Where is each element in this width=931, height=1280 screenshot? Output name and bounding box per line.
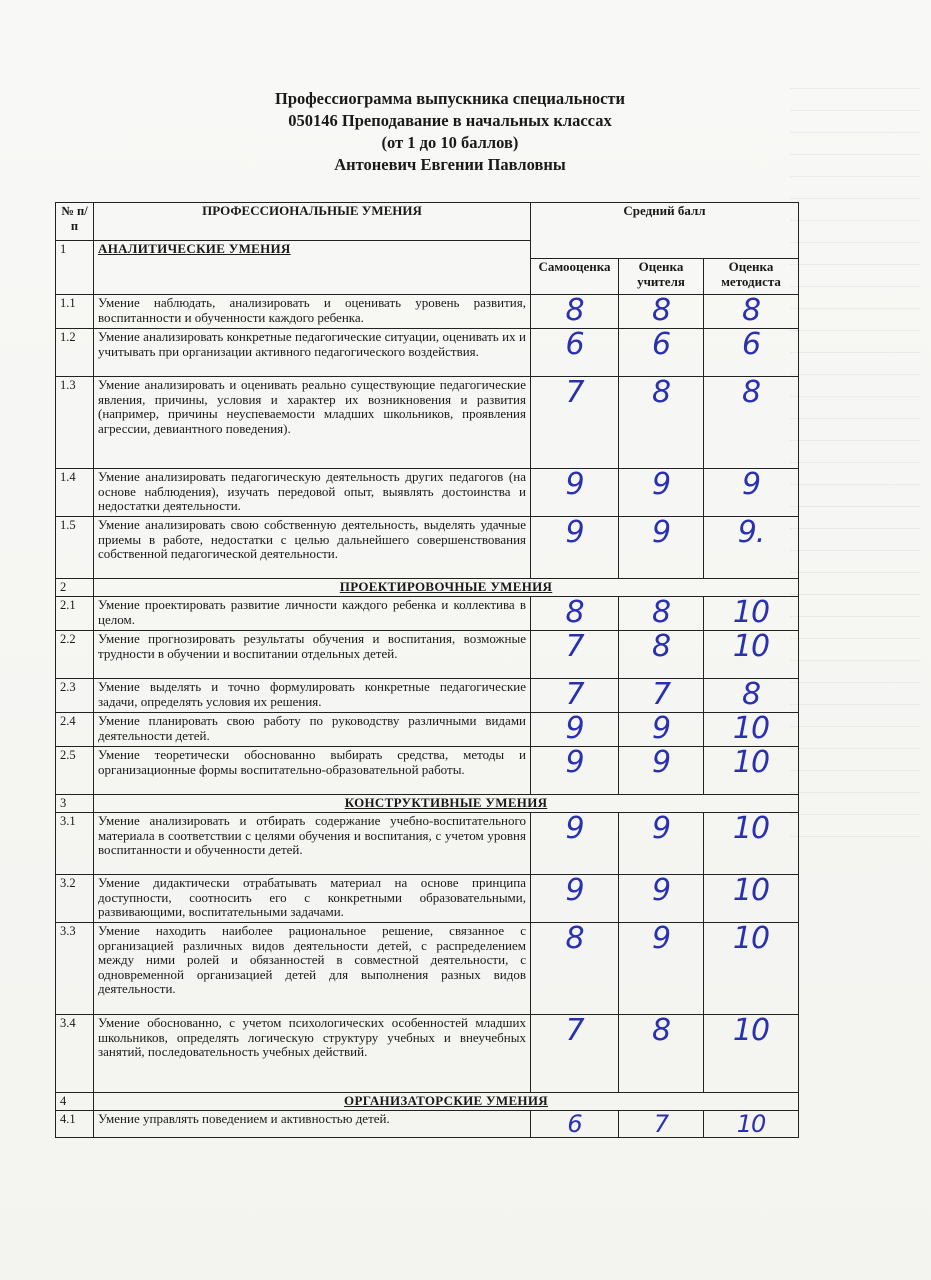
teacher-score: 9 (619, 923, 704, 1015)
skill-description: Умение дидактически отрабатывать материал на основе принципа доступности, соотносить его с конкретными образовательными, развивающими, воспитательными задачами. (94, 875, 531, 923)
methodist-score: 8 (704, 679, 799, 713)
section-title-text: ПРОЕКТИРОВОЧНЫЕ УМЕНИЯ (339, 579, 553, 594)
table-row (56, 377, 799, 469)
section-number: 4 (56, 1093, 94, 1111)
row-number: 2.5 (56, 747, 94, 795)
row-number: 3.1 (56, 813, 94, 875)
row-number: 1.3 (56, 377, 94, 469)
table-row (56, 813, 799, 875)
teacher-score: 9 (619, 747, 704, 795)
section-row (56, 579, 799, 597)
teacher-score: 6 (619, 329, 704, 377)
col-self-header: Самооценка (531, 259, 619, 295)
section-number: 3 (56, 795, 94, 813)
row-number: 2.1 (56, 597, 94, 631)
methodist-score: 10 (704, 923, 799, 1015)
row-number: 4.1 (56, 1111, 94, 1138)
table-header-row (56, 203, 799, 241)
self-score: 6 (531, 329, 619, 377)
self-score: 9 (531, 813, 619, 875)
methodist-score: 10 (704, 631, 799, 679)
row-number: 1.4 (56, 469, 94, 517)
skill-description: Умение управлять поведением и активностью детей. (94, 1111, 531, 1138)
self-score: 9 (531, 469, 619, 517)
table-row (56, 517, 799, 579)
section-title (94, 795, 799, 813)
section-row (56, 1093, 799, 1111)
col-average-header: Средний балл (531, 203, 799, 241)
section-title (94, 1093, 799, 1111)
row-number: 1.1 (56, 295, 94, 329)
self-score: 7 (531, 377, 619, 469)
section-title-text: КОНСТРУКТИВНЫЕ УМЕНИЯ (344, 795, 548, 810)
skills-table (55, 202, 799, 1138)
teacher-score: 8 (619, 597, 704, 631)
self-score: 8 (531, 923, 619, 1015)
teacher-score: 8 (619, 377, 704, 469)
methodist-score: 10 (704, 875, 799, 923)
table-row (56, 631, 799, 679)
self-score: 9 (531, 713, 619, 747)
methodist-score: 10 (704, 713, 799, 747)
skill-description: Умение выделять и точно формулировать конкретные педагогические задачи, определять условия их решения. (94, 679, 531, 713)
teacher-score: 8 (619, 295, 704, 329)
table-row (56, 747, 799, 795)
skill-description: Умение находить наиболее рациональное решение, связанное с организацией различных видов деятельности детей, с распределением между ними ролей и обязанностей в совместной деятельности, с одновременной организацией детей для выполнения разных видов деятельности. (94, 923, 531, 1015)
bleed-through-shadow (790, 88, 920, 848)
col-skills-header: ПРОФЕССИОНАЛЬНЫЕ УМЕНИЯ (94, 203, 531, 241)
self-score: 8 (531, 295, 619, 329)
skill-description: Умение теоретически обоснованно выбирать средства, методы и организационные формы воспитательно-образовательной работы. (94, 747, 531, 795)
teacher-score: 9 (619, 517, 704, 579)
section-title-text: ОРГАНИЗАТОРСКИЕ УМЕНИЯ (344, 1093, 548, 1108)
skills-table-body (56, 203, 799, 1138)
section-number: 1 (56, 241, 94, 295)
teacher-score: 9 (619, 813, 704, 875)
skill-description: Умение анализировать конкретные педагогические ситуации, оценивать их и учитывать при организации активного педагогического воздействия. (94, 329, 531, 377)
methodist-score: 9. (704, 517, 799, 579)
row-number: 3.4 (56, 1015, 94, 1093)
methodist-score: 10 (704, 1111, 799, 1138)
section-number: 2 (56, 579, 94, 597)
table-row (56, 875, 799, 923)
methodist-score: 9 (704, 469, 799, 517)
row-number: 2.3 (56, 679, 94, 713)
section-row (56, 795, 799, 813)
methodist-score: 8 (704, 377, 799, 469)
skill-description: Умение наблюдать, анализировать и оценивать уровень развития, воспитанности и обученности каждого ребенка. (94, 295, 531, 329)
table-row (56, 329, 799, 377)
skill-description: Умение планировать свою работу по руководству различными видами деятельности детей. (94, 713, 531, 747)
methodist-score: 10 (704, 1015, 799, 1093)
teacher-score: 8 (619, 1015, 704, 1093)
header-specialty: 050146 Преподавание в начальных классах (288, 111, 612, 130)
section-title (94, 579, 799, 597)
skill-description: Умение проектировать развитие личности каждого ребенка и коллектива в целом. (94, 597, 531, 631)
skill-description: Умение анализировать педагогическую деятельность других педагогов (на основе наблюдения), изучать передовой опыт, выявлять достоинства и недостатки деятельности. (94, 469, 531, 517)
teacher-score: 8 (619, 631, 704, 679)
self-score: 7 (531, 631, 619, 679)
self-score: 8 (531, 597, 619, 631)
skill-description: Умение прогнозировать результаты обучения и воспитания, возможные трудности в обучении и воспитании отдельных детей. (94, 631, 531, 679)
table-row (56, 679, 799, 713)
section-title (94, 241, 531, 295)
row-number: 1.5 (56, 517, 94, 579)
row-number: 3.2 (56, 875, 94, 923)
header-student-name: Антоневич Евгении Павловны (334, 155, 566, 174)
row-number: 3.3 (56, 923, 94, 1015)
self-score: 6 (531, 1111, 619, 1138)
header-spacer (531, 241, 799, 259)
skill-description: Умение обоснованно, с учетом психологических особенностей младших школьников, определять логическую структуру учебных и внеучебных занятий, последовательность учебных действий. (94, 1015, 531, 1093)
col-teacher-header: Оценка учителя (619, 259, 704, 295)
table-row (56, 469, 799, 517)
teacher-score: 9 (619, 875, 704, 923)
skill-description: Умение анализировать и оценивать реально существующие педагогические явления, причины, условия и характер их возникновения и развития (например, причины неуспеваемости младших школьников, проявления агрессии, девиантного поведения). (94, 377, 531, 469)
table-row (56, 597, 799, 631)
self-score: 7 (531, 1015, 619, 1093)
table-row (56, 1015, 799, 1093)
self-score: 9 (531, 517, 619, 579)
table-row (56, 295, 799, 329)
teacher-score: 9 (619, 713, 704, 747)
teacher-score: 7 (619, 679, 704, 713)
teacher-score: 9 (619, 469, 704, 517)
methodist-score: 6 (704, 329, 799, 377)
methodist-score: 10 (704, 597, 799, 631)
table-row (56, 923, 799, 1015)
row-number: 1.2 (56, 329, 94, 377)
teacher-score: 7 (619, 1111, 704, 1138)
methodist-score: 8 (704, 295, 799, 329)
methodist-score: 10 (704, 747, 799, 795)
header-title: Профессиограмма выпускника специальности (274, 89, 626, 108)
row-number: 2.2 (56, 631, 94, 679)
self-score: 9 (531, 747, 619, 795)
self-score: 7 (531, 679, 619, 713)
row-number: 2.4 (56, 713, 94, 747)
col-number-header: № п/п (56, 203, 94, 241)
header-scale: (от 1 до 10 баллов) (381, 133, 519, 152)
document-header (180, 88, 720, 176)
section-row (56, 241, 799, 259)
col-methodist-header: Оценка методиста (704, 259, 799, 295)
table-row (56, 713, 799, 747)
self-score: 9 (531, 875, 619, 923)
table-row (56, 1111, 799, 1138)
methodist-score: 10 (704, 813, 799, 875)
section-title-text: АНАЛИТИЧЕСКИЕ УМЕНИЯ (98, 241, 291, 256)
skill-description: Умение анализировать и отбирать содержание учебно-воспитательного материала в соответствии с целями обучения и воспитания, с учетом уровня воспитанности и обученности детей. (94, 813, 531, 875)
skill-description: Умение анализировать свою собственную деятельность, выделять удачные приемы в работе, недостатки с целью дальнейшего совершенствования собственной педагогической деятельности. (94, 517, 531, 579)
